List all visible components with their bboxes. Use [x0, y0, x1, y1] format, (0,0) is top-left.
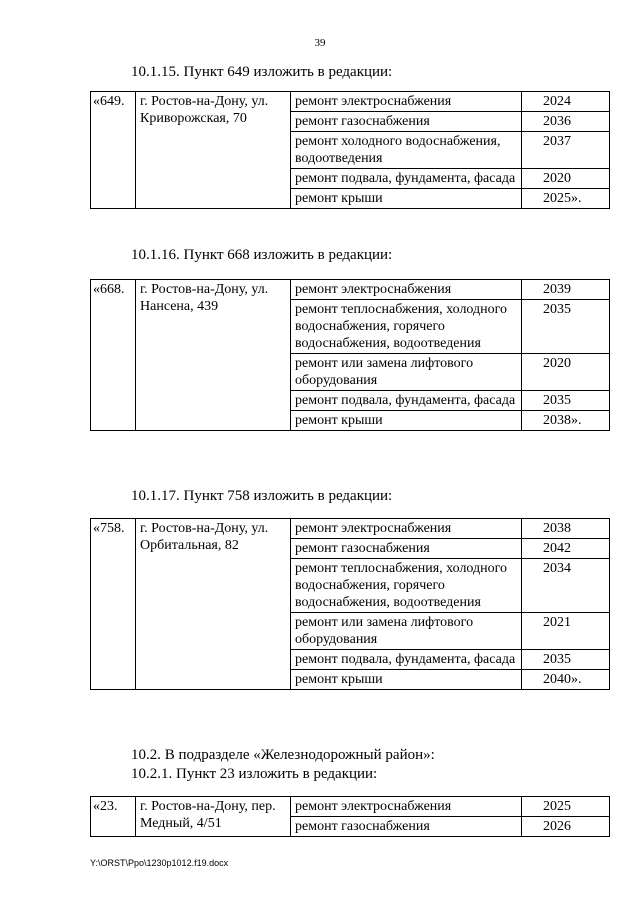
work-year: 2042 [522, 539, 610, 559]
work-year: 2025». [522, 189, 610, 209]
work-year: 2035 [522, 650, 610, 670]
section-heading-10-1-17: 10.1.17. Пункт 758 изложить в редакции: [131, 488, 393, 504]
entry-address: г. Ростов-на-Дону, ул. Криворожская, 70 [136, 92, 291, 209]
work-year: 2034 [522, 559, 610, 613]
section-heading-10-2-1: 10.2.1. Пункт 23 изложить в редакции: [131, 766, 378, 782]
work-type: ремонт или замена лифтового оборудования [291, 613, 522, 650]
work-type: ремонт газоснабжения [291, 539, 522, 559]
entry-address: г. Ростов-на-Дону, ул. Орбитальная, 82 [136, 519, 291, 690]
entry-number: «23. [91, 797, 136, 837]
work-year: 2020 [522, 169, 610, 189]
entry-number: «668. [91, 280, 136, 431]
work-type: ремонт электроснабжения [291, 519, 522, 539]
work-type: ремонт электроснабжения [291, 797, 522, 817]
entry-address: г. Ростов-на-Дону, ул. Нансена, 439 [136, 280, 291, 431]
page-number: 39 [314, 37, 326, 49]
table-row [91, 519, 610, 539]
table-row [91, 797, 610, 817]
entry-number: «649. [91, 92, 136, 209]
work-type: ремонт подвала, фундамента, фасада [291, 650, 522, 670]
work-type: ремонт газоснабжения [291, 817, 522, 837]
work-year: 2037 [522, 132, 610, 169]
work-type: ремонт холодного водоснабжения, водоотведения [291, 132, 522, 169]
work-year: 2039 [522, 280, 610, 300]
work-type: ремонт газоснабжения [291, 112, 522, 132]
work-year: 2038». [522, 411, 610, 431]
footer-file-path: Y:\ORST\Ppo\1230p1012.f19.docx [90, 858, 229, 868]
work-year: 2020 [522, 354, 610, 391]
work-year: 2025 [522, 797, 610, 817]
work-year: 2026 [522, 817, 610, 837]
work-year: 2038 [522, 519, 610, 539]
section-heading-10-2: 10.2. В подразделе «Железнодорожный район»: [131, 747, 435, 763]
work-type: ремонт крыши [291, 670, 522, 690]
entry-address: г. Ростов-на-Дону, пер. Медный, 4/51 [136, 797, 291, 837]
work-year: 2036 [522, 112, 610, 132]
table-row [91, 92, 610, 112]
work-year: 2040». [522, 670, 610, 690]
entry-table-23 [90, 796, 610, 837]
work-year: 2035 [522, 391, 610, 411]
work-type: ремонт подвала, фундамента, фасада [291, 391, 522, 411]
entry-number: «758. [91, 519, 136, 690]
table-row [91, 280, 610, 300]
work-year: 2021 [522, 613, 610, 650]
work-type: ремонт электроснабжения [291, 280, 522, 300]
section-heading-10-1-16: 10.1.16. Пункт 668 изложить в редакции: [131, 247, 393, 263]
work-type: ремонт крыши [291, 189, 522, 209]
work-year: 2035 [522, 300, 610, 354]
work-type: ремонт теплоснабжения, холодного водоснабжения, горячего водоснабжения, водоотведения [291, 300, 522, 354]
work-type: ремонт электроснабжения [291, 92, 522, 112]
work-type: ремонт подвала, фундамента, фасада [291, 169, 522, 189]
entry-table-668 [90, 279, 610, 431]
section-heading-10-1-15: 10.1.15. Пункт 649 изложить в редакции: [131, 64, 393, 80]
work-type: ремонт теплоснабжения, холодного водоснабжения, горячего водоснабжения, водоотведения [291, 559, 522, 613]
work-year: 2024 [522, 92, 610, 112]
work-type: ремонт или замена лифтового оборудования [291, 354, 522, 391]
work-type: ремонт крыши [291, 411, 522, 431]
entry-table-649 [90, 91, 610, 209]
entry-table-758 [90, 518, 610, 690]
